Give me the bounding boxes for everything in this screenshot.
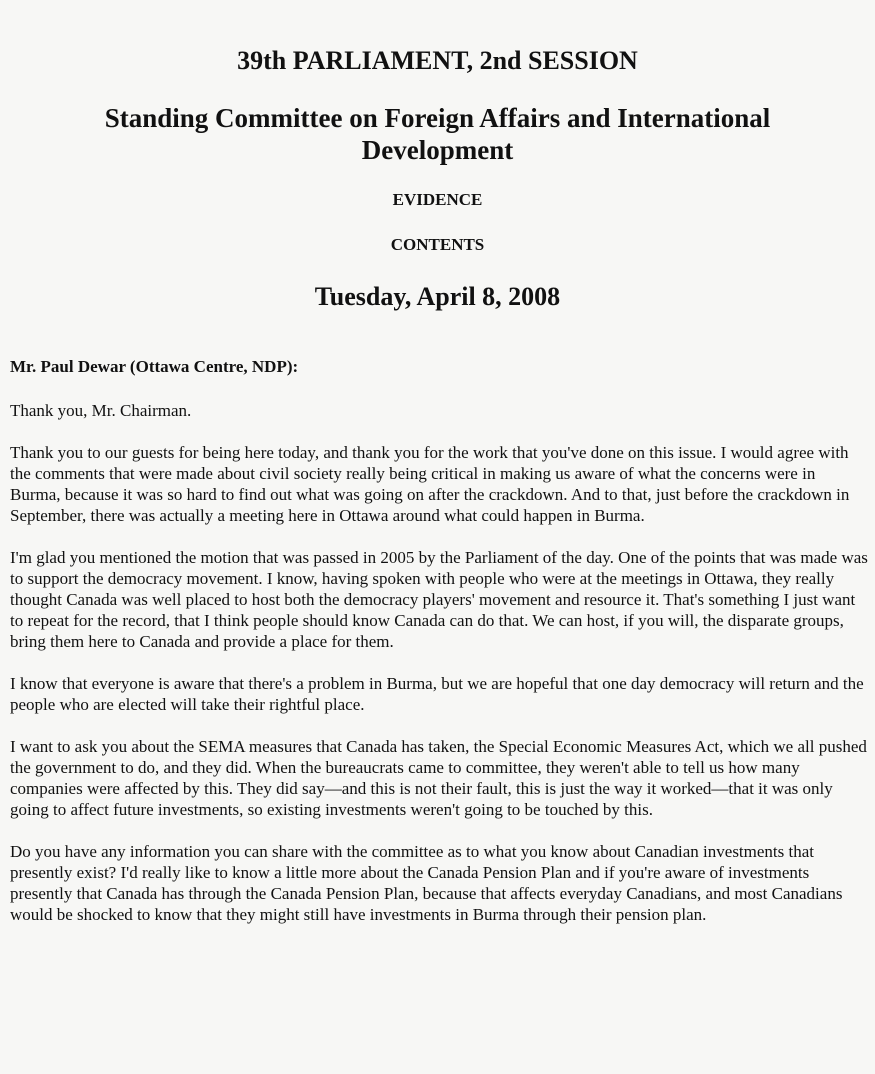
transcript-paragraph: Thank you to our guests for being here today, and thank you for the work that you've done on this issue. I would agree with the comments that were made about civil society really being critical in making us aware of what the concerns were in Burma, because it was so hard to find out what was going on after the crackdown. And to that, just before the crackdown in September, there was actually a meeting here in Ottawa around what could happen in Burma. <box>10 443 850 525</box>
transcript-paragraph: I know that everyone is aware that there's a problem in Burma, but we are hopeful that one day democracy will return and the people who are elected will take their rightful place. <box>10 674 864 714</box>
committee-title: Standing Committee on Foreign Affairs and International Development <box>104 103 771 165</box>
transcript-paragraph: I want to ask you about the SEMA measures that Canada has taken, the Special Economic Measures Act, which we all pushed the government to do, and they did. When the bureaucrats came to committee, they weren't able to tell us how many companies were affected by this. They did say—and this is not their fault, this is just the way it worked—that it was only going to affect future investments, so existing investments weren't going to be touched by this. <box>10 737 867 819</box>
transcript-paragraph: I'm glad you mentioned the motion that was passed in 2005 by the Parliament of the day. One of the points that was made was to support the democracy movement. I know, having spoken with people who were at the meetings in Ottawa, they really thought Canada was well placed to host both the democracy players' movement and resource it. That's something I just want to repeat for the record, that I think people should know Canada can do that. We can host, if you will, the disparate groups, bring them here to Canada and provide a place for them. <box>10 548 868 651</box>
transcript-paragraph: Do you have any information you can share with the committee as to what you know about Canadian investments that presently exist? I'd really like to know a little more about the Canada Pension Plan and if you're aware of investments presently that Canada has through the Canada Pension Plan, because that affects everyday Canadians, and most Canadians would be shocked to know that they might still have investments in Burma through their pension plan. <box>10 842 843 924</box>
transcript-body <box>10 400 870 946</box>
meeting-date: Tuesday, April 8, 2008 <box>314 282 561 311</box>
parliament-session-title: 39th PARLIAMENT, 2nd SESSION <box>237 46 638 75</box>
transcript-paragraph: Thank you, Mr. Chairman. <box>10 401 192 420</box>
speaker-name: Mr. Paul Dewar (Ottawa Centre, NDP): <box>10 357 299 376</box>
contents-heading: CONTENTS <box>390 235 485 254</box>
evidence-heading: EVIDENCE <box>392 190 483 209</box>
